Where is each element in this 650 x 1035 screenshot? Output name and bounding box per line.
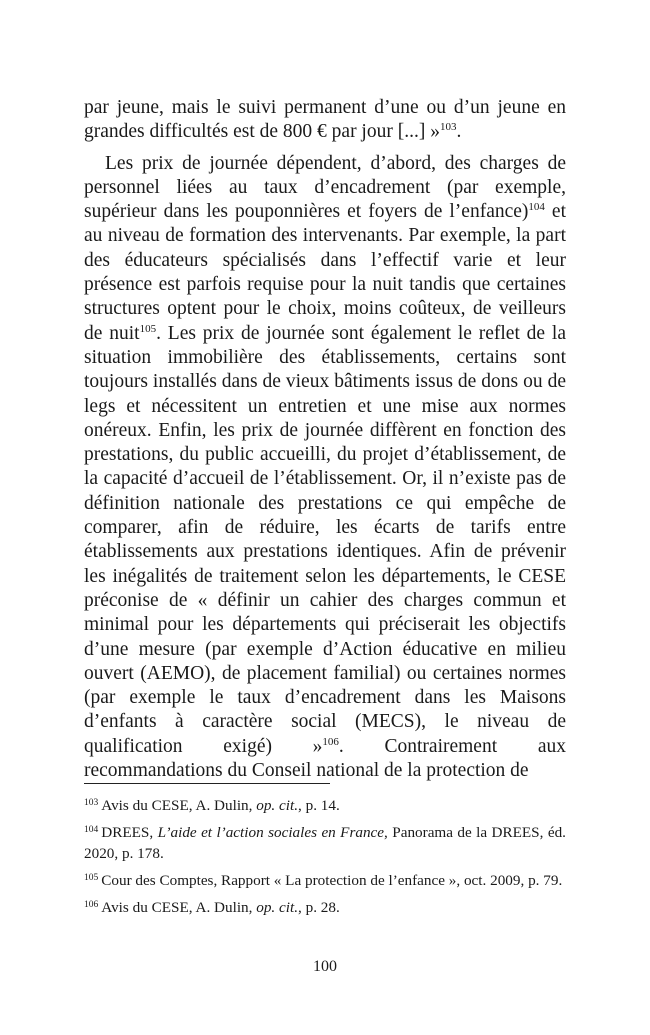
footnote-text: Cour des Comptes, Rapport « La protection de l’enfance », oct. 2009, p. 79. <box>101 872 563 889</box>
footnote-text-end: , Panorama de la DREES, éd. 2020, p. 178. <box>84 824 566 862</box>
paragraph-1 <box>84 96 566 145</box>
footnote-number: 105 <box>84 873 99 883</box>
paragraph-2 <box>84 152 566 784</box>
paragraph-2-text-2: et au niveau de formation des intervenants. Par exemple, la part des éducateurs spécialisés dans l’effectif varie et leur présence est parfois requise pour la nuit tandis que certaines structures optent pour le choix, moins coûteux, de veilleurs de nuit <box>84 201 567 344</box>
footnote-text-end: , p. 14. <box>298 797 340 814</box>
paragraph-1-end: . <box>456 121 462 143</box>
main-text <box>84 96 566 783</box>
footnote-italic: op. cit. <box>256 797 298 814</box>
paragraph-2-text-1: Les prix de journée dépendent, d’abord, des charges de personnel liées au taux d’encadrement (par exemple, supérieur dans les pouponnières et foyers de l’enfance) <box>84 152 566 223</box>
footnote-number: 103 <box>84 798 99 808</box>
footnote-ref-104: 104 <box>528 201 545 214</box>
footnote-104 <box>84 822 566 864</box>
paragraph-2-text-3: . Les prix de journée sont également le reflet de la situation immobilière des établissements, certains sont toujours installés dans de vieux bâtiments issus de dons ou de legs et nécessitent un entretien et une mise aux normes onéreux. Enfin, les prix de journée diffèrent en fonction des prestations, du public accueilli, du projet d’établissement, de la capacité d’accueil de l’établissement. Or, il n’existe pas de définition nationale des prestations ce qui empêche de comparer, afin de réduire, les écarts de tarifs entre établissements aux prestations identiques. Afin de prévenir les inégalités de traitement selon les départements, le CESE préconise de « définir un cahier des charges commun et minimal pour les départements qui préciserait les objectifs d’une mesure (par exemple d’Action éducative en milieu ouvert (AEMO), de placement familial) ou certaines normes (par exemple le taux d’encadrement dans les Maisons d’enfants à caractère social (MECS), le niveau de qualification exigé) » <box>84 322 566 757</box>
footnote-text: DREES, <box>101 824 158 841</box>
paragraph-1-text: par jeune, mais le suivi permanent d’une ou d’un jeune en grandes difficultés est de 800 € par jour [...] » <box>84 97 566 143</box>
footnote-ref-103: 103 <box>439 121 457 134</box>
footnote-text: Avis du CESE, A. Dulin, <box>101 899 257 916</box>
footnote-number: 104 <box>84 825 99 835</box>
footnote-105 <box>84 870 566 891</box>
footnote-italic: L’aide et l’action sociales en France <box>157 824 385 841</box>
footnote-106 <box>84 897 566 918</box>
footnote-italic: op. cit. <box>256 899 298 916</box>
footnotes <box>84 795 566 924</box>
footnote-103 <box>84 795 566 816</box>
footnote-text: Avis du CESE, A. Dulin, <box>101 797 257 814</box>
footnote-number: 106 <box>84 900 99 910</box>
page-number: 100 <box>313 958 337 975</box>
footnote-text-end: , p. 28. <box>298 899 340 916</box>
paragraph-2-text-4: . Contrairement aux recommandations du Conseil national de la protection de <box>84 735 566 782</box>
footnote-ref-105: 105 <box>139 322 157 335</box>
footnote-ref-106: 106 <box>322 735 339 748</box>
footnote-separator <box>84 783 330 784</box>
